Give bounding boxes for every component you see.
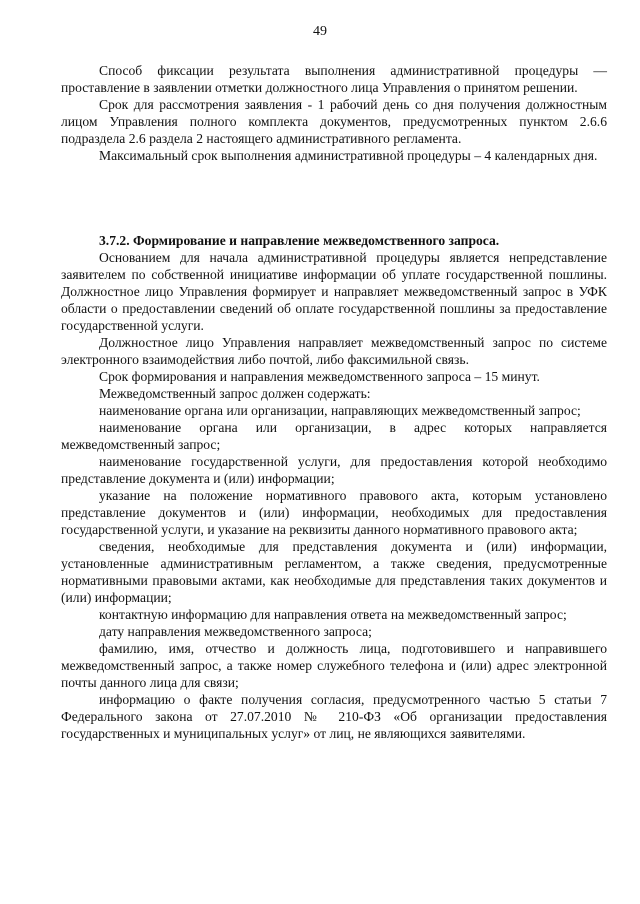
paragraph: Межведомственный запрос должен содержать: bbox=[99, 386, 371, 401]
list-item: фамилию, имя, отчество и должность лица, подготовившего и направившего межведомственный запрос, а также номер служебного телефона и (или) адрес электронной почты данного лица для связи; bbox=[61, 641, 607, 690]
list-item: указание на положение нормативного правового акта, которым установлено представление документов и (или) информации, необходимых для предоставления государственной услуги, и указание на реквизиты данного нормативного правового акта; bbox=[61, 488, 607, 537]
section-fixation-and-deadlines bbox=[61, 62, 607, 164]
paragraph: Максимальный срок выполнения административной процедуры – 4 календарных дня. bbox=[99, 148, 598, 163]
paragraph: Должностное лицо Управления направляет межведомственный запрос по системе электронного взаимодействия либо почтой, либо факсимильной связь. bbox=[61, 335, 607, 367]
list-item: информацию о факте получения согласия, предусмотренного частью 5 статьи 7 Федерального закона от 27.07.2010 № 210-ФЗ «Об организации предоставления государственных и муниципальных услуг» от лиц, не являющихся заявителями. bbox=[61, 692, 607, 741]
list-item: сведения, необходимые для представления документа и (или) информации, установленные административным регламентом, а также сведения, предусмотренные нормативными правовыми актами, как необходимые для представления таких документов и (или) информации; bbox=[61, 539, 607, 605]
page-number: 49 bbox=[313, 24, 327, 39]
list-item: наименование государственной услуги, для предоставления которой необходимо представление документа и (или) информации; bbox=[61, 454, 607, 486]
list-item: наименование органа или организации, в адрес которых направляется межведомственный запрос; bbox=[61, 420, 607, 452]
paragraph: Способ фиксации результата выполнения административной процедуры — проставление в заявлении отметки должностного лица Управления о принятом решении. bbox=[61, 63, 607, 95]
section-heading: 3.7.2. Формирование и направление межведомственного запроса. bbox=[99, 233, 500, 248]
list-item: наименование органа или организации, направляющих межведомственный запрос; bbox=[99, 403, 581, 418]
list-item: дату направления межведомственного запроса; bbox=[99, 624, 372, 639]
paragraph: Основанием для начала административной процедуры является непредставление заявителем по собственной инициативе информации об уплате государственной пошлины. Должностное лицо Управления формирует и направляет межведомственный запрос в УФК области о предоставлении сведений об оплате государственной пошлины за предоставление государственной услуги. bbox=[61, 250, 607, 333]
paragraph: Срок для рассмотрения заявления - 1 рабочий день со дня получения должностным лицом Управления полного комплекта документов, предусмотренных пунктом 2.6.6 подраздела 2.6 раздела 2 настоящего административного регламента. bbox=[61, 97, 607, 146]
section-interagency-request bbox=[61, 232, 607, 742]
paragraph: Срок формирования и направления межведомственного запроса – 15 минут. bbox=[99, 369, 540, 384]
list-item: контактную информацию для направления ответа на межведомственный запрос; bbox=[99, 607, 567, 622]
